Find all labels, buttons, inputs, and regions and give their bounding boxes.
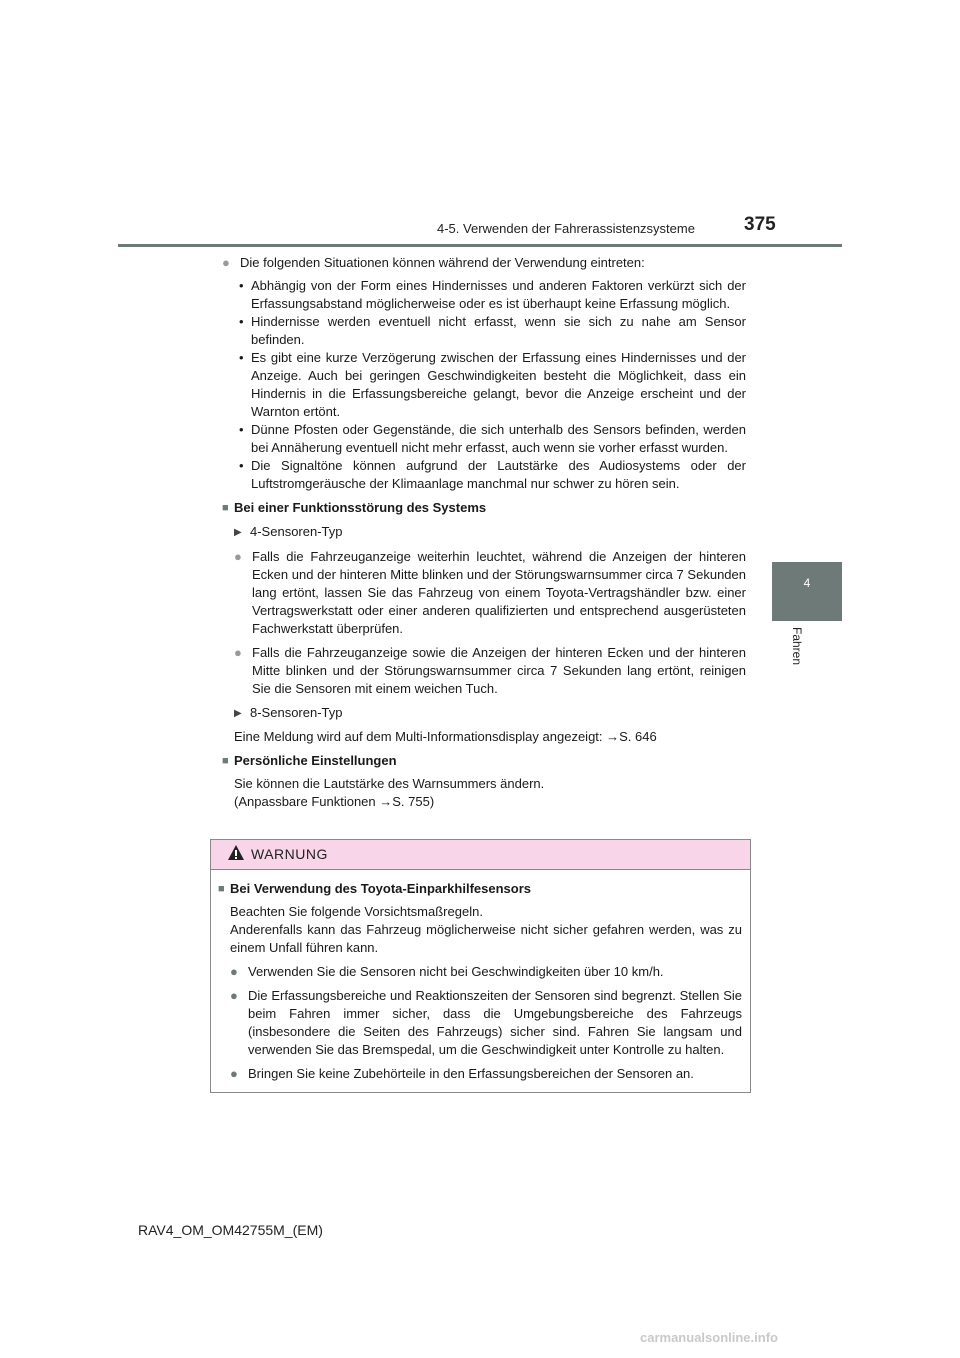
dot-bullet-icon: • xyxy=(239,350,244,365)
dot-bullet-icon: • xyxy=(239,458,244,473)
personal-line-2: (Anpassbare Funktionen →S. 755) xyxy=(234,794,435,809)
type4-label: ▶ 4-Sensoren-Typ xyxy=(234,523,746,542)
list-item: • Hindernisse werden eventuell nicht erfasst, wenn sie sich zu nahe am Sensor befinden. xyxy=(239,314,746,347)
list-item: • Abhängig von der Form eines Hindernisses und anderen Faktoren verkürzt sich der Erfassungsabstand möglicherweise oder es ist überhaupt keine Erfassung möglich. xyxy=(239,278,746,311)
circle-bullet-icon: ● xyxy=(230,964,238,979)
chapter-tab-label: Fahren xyxy=(790,627,804,666)
dot-bullet-icon: • xyxy=(239,422,244,437)
square-bullet-icon: ■ xyxy=(222,755,229,767)
list-item: ● Falls die Fahrzeuganzeige sowie die Anzeigen der hinteren Ecken und der hinteren Mitte blinken und der Störungswarnsummer circa 7 Sekunden lang ertönt, reinigen Sie die Sensoren mit einem weichen Tuch. xyxy=(234,645,746,696)
personal-heading: ■ Persönliche Einstellungen xyxy=(222,753,397,768)
list-item: ● Bringen Sie keine Zubehörteile in den Erfassungsbereichen der Sensoren an. xyxy=(230,1066,694,1081)
malfunction-heading: ■ Bei einer Funktionsstörung des Systems xyxy=(222,500,487,515)
situations-bullet xyxy=(222,254,746,272)
warning-line-2: Anderenfalls kann das Fahrzeug möglicherweise nicht sicher gefahren werden, was zu einem Unfall führen kann. xyxy=(230,922,742,955)
personal-line-1: Sie können die Lautstärke des Warnsummers ändern. xyxy=(234,776,545,791)
warning-content xyxy=(218,880,742,1083)
watermark: carmanualsonline.info xyxy=(640,1330,778,1345)
square-bullet-icon: ■ xyxy=(218,883,225,895)
dot-bullet-icon: • xyxy=(239,278,244,293)
situations-intro: Die folgenden Situationen können während der Verwendung eintreten: xyxy=(240,255,645,270)
dot-bullet-icon: • xyxy=(239,314,244,329)
document-code: RAV4_OM_OM42755M_(EM) xyxy=(138,1222,323,1238)
list-item: • Dünne Pfosten oder Gegenstände, die sich unterhalb des Sensors befinden, werden bei Annäherung eventuell nicht mehr erfasst, auch wenn sie vorher erfasst wurden. xyxy=(239,422,746,455)
chapter-tab xyxy=(772,562,842,621)
list-item: ● Falls die Fahrzeuganzeige weiterhin leuchtet, während die Anzeigen der hinteren Ecken und der hinteren Mitte blinken und der Störungswarnsummer circa 7 Sekunden lang ertönt, lassen Sie das Fahrzeug von einem Toyota-Vertragshändler bzw. einer Vertragswerkstatt oder einer anderen qualifizierten und entsprechend ausgerüsteten Fachwerkstatt überprüfen. xyxy=(234,549,746,636)
list-item: ● Verwenden Sie die Sensoren nicht bei Geschwindigkeiten über 10 km/h. xyxy=(230,964,664,979)
main-content xyxy=(222,254,746,811)
list-item: • Die Signaltöne können aufgrund der Lautstärke des Audiosystems oder der Luftstromgeräusche der Klimaanlage manchmal nur schwer zu hören sein. xyxy=(239,458,746,491)
type8-label: ▶ 8-Sensoren-Typ xyxy=(234,704,746,723)
warning-line-1: Beachten Sie folgende Vorsichtsmaßregeln. xyxy=(230,904,483,919)
list-item: ● Die Erfassungsbereiche und Reaktionszeiten der Sensoren sind begrenzt. Stellen Sie beim Fahren immer sicher, dass die Umgebungsbereiche des Fahrzeugs (insbesondere die Seiten des Fahrzeugs) sicher sind. Fahren Sie langsam und verwenden Sie das Bremspedal, um die Geschwindigkeit unter Kontrolle zu halten. xyxy=(230,988,742,1057)
circle-bullet-icon: ● xyxy=(230,988,238,1003)
circle-bullet-icon: ● xyxy=(234,645,242,660)
circle-bullet-icon: ● xyxy=(222,255,230,270)
square-bullet-icon: ■ xyxy=(222,502,229,514)
warning-heading: ■ Bei Verwendung des Toyota-Einparkhilfesensors xyxy=(218,881,531,896)
page-number: 375 xyxy=(744,214,776,235)
circle-bullet-icon: ● xyxy=(234,549,242,564)
header-divider xyxy=(118,244,842,247)
triangle-right-icon: ▶ xyxy=(234,708,242,719)
warning-triangle-icon xyxy=(227,844,245,862)
list-item: • Es gibt eine kurze Verzögerung zwischen der Erfassung eines Hindernisses und der Anzeige. Auch bei geringen Geschwindigkeiten besteht die Möglichkeit, dass ein Hindernis in die Erfassungsbereiche gelangt, bevor die Anzeige erscheint und der Warnton ertönt. xyxy=(239,350,746,419)
section-title: 4-5. Verwenden der Fahrerassistenzsysteme xyxy=(437,221,695,236)
triangle-right-icon: ▶ xyxy=(234,527,242,538)
chapter-tab-number: 4 xyxy=(803,576,811,590)
circle-bullet-icon: ● xyxy=(230,1066,238,1081)
type8-text: Eine Meldung wird auf dem Multi-Informationsdisplay angezeigt: →S. 646 xyxy=(234,729,657,744)
warning-title: WARNUNG xyxy=(251,846,328,862)
